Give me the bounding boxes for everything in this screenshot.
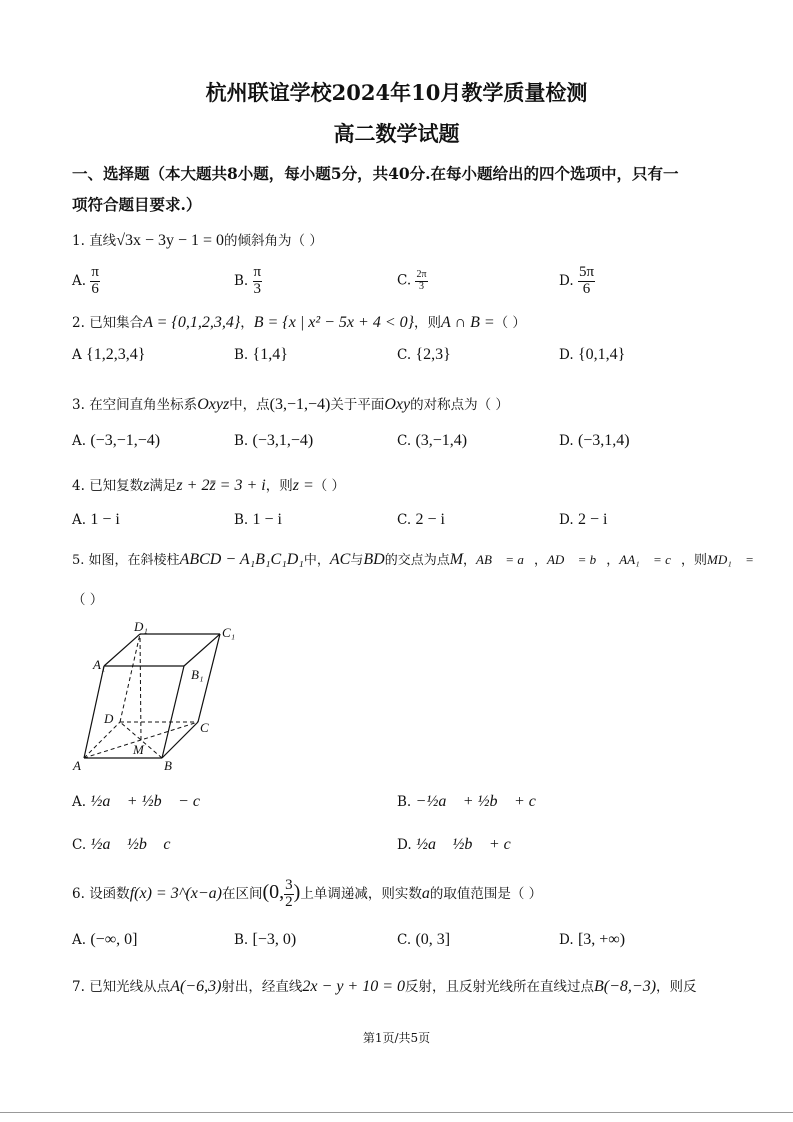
option-a: A. 1 − i [72,511,120,528]
option-c: C. ½a⃗ ½b⃗ c⃗ [72,836,183,853]
math-expression: f(x) = 3^(x−a) [129,884,222,902]
vertex-label-m: M [133,742,144,757]
question-text: 直线 [89,233,117,249]
math-expression: z [143,477,150,494]
question-text: 已知光线从点 [89,979,171,995]
option-a: A. ½a⃗ + ½b⃗ − c⃗ [72,793,213,810]
vertex-label-b: B [164,758,172,773]
question-text: ，则 [265,478,293,494]
question-4 [72,474,345,495]
question-text: 如图，在斜棱柱 [88,553,180,568]
question-number: 2. [72,315,85,331]
option-a: A. (−∞, 0] [72,931,138,948]
question-text: 关于平面 [330,397,385,413]
vertex-label-d1: D₁ [134,619,148,634]
option-a: A {1,2,3,4} [72,346,146,363]
math-expression: AB⃗ = a⃗ [476,552,534,567]
option-c: C. {2,3} [397,346,451,363]
question-5: 5. 如图，在斜棱柱ABCD − A₁B₁C₁D₁中，AC与BD的交点为点M，AB⃗ = a⃗，AD⃗ = b⃗，AA₁⃗ = c⃗，则MD₁⃗ = [72,551,754,568]
vertex-label-a: A [73,758,81,773]
option-d: D. (−3,1,4) [559,432,630,449]
option-a: A. (−3,−1,−4) [72,432,161,449]
question-number: 1. [72,233,85,249]
math-expression: (−3,−1,−4) [90,432,161,449]
question-number: 6. [72,885,85,902]
math-expression: A(−6,3) [170,978,222,995]
math-expression: (3,−1,4) [415,432,468,449]
math-expression: (0, 3] [415,931,451,948]
question-text: 反射，且反射光线所在直线过点 [405,979,595,995]
math-expression: √3x − 3y − 1 = 0 [116,232,225,249]
question-text: 与 [350,553,364,568]
question-6 [72,878,542,911]
question-text: 中，点 [229,397,270,413]
math-expression: −½a⃗ + ½b⃗ + c⃗ [415,793,549,810]
question-text: 的倾斜角为（ ） [224,233,323,249]
math-expression: [3, +∞) [577,931,626,948]
math-expression: (−∞, 0] [90,931,138,948]
option-b: B. 1 − i [234,511,282,528]
vertex-label-c: C [200,720,209,735]
math-expression: a [421,884,430,902]
math-expression: AA₁⃗ = c⃗ [619,552,681,567]
fraction: $\frac{2\pi}{3}$ [416,269,427,292]
vertex-label-a1: A₁ [93,657,106,672]
math-expression: B(−8,−3) [594,978,657,995]
fraction: $\frac{3}{2}$ [285,877,293,910]
fraction: $\frac{\pi}{3}$ [253,264,262,297]
question-text: 满足 [149,478,177,494]
question-text: （ ） [494,315,526,331]
question-number: 4. [72,478,85,494]
math-expression: 1 − i [252,511,282,528]
section-heading-line2: 项符合题目要求.） [72,195,202,214]
math-expression: AC [329,551,351,568]
question-text: 已知复数 [89,478,144,494]
question-number: 3. [72,397,85,413]
question-number: 5. [72,553,85,568]
math-expression: 2x − y + 10 = 0 [302,978,406,995]
option-label: D. [559,272,574,289]
option-d: D. ½a⃗ ½b⃗ + c⃗ [397,836,524,853]
math-expression: ½a⃗ ½b⃗ + c⃗ [415,836,524,853]
math-expression: ) [293,880,301,903]
math-expression: MD₁⃗ = [706,552,754,567]
option-label: B. [234,272,249,289]
question-text: 在区间 [222,885,263,902]
question-text: 上单调递减，则实数 [300,885,422,902]
exam-title: 杭州联谊学校2024年10月教学质量检测 [205,80,588,105]
math-expression: {0,1,4} [577,346,626,363]
prism-figure [70,618,250,778]
question-7 [72,975,697,996]
exam-subtitle: 高二数学试题 [333,121,460,146]
question-text: 设函数 [89,885,130,902]
question-text: 的取值范围是（ ） [429,885,543,902]
question-text: 射出，经直线 [221,979,303,995]
option-d: D. [3, +∞) [559,931,626,948]
option-d: D. {0,1,4} [559,346,626,363]
math-expression: 2 − i [577,511,608,528]
question-1 [72,229,323,250]
math-expression: Oxy [384,396,411,413]
question-text: 的交点为点 [384,553,450,568]
math-expression: AD⃗ = b⃗ [546,552,607,567]
vertex-label-c1: C₁ [222,625,236,640]
math-expression: Oxyz [197,396,230,413]
question-text: 中， [303,553,330,568]
math-expression: BD [363,551,385,568]
option-label: A. [72,272,87,289]
fraction: $\frac{5\pi}{6}$ [578,264,595,297]
question-text: ，则反 [656,979,697,995]
bottom-rule [0,1112,793,1113]
option-label: C. [397,272,412,289]
section-heading-line1: 一、选择题（本大题共8小题，每小题5分，共40分.在每小题给出的四个选项中，只有一 [72,164,679,183]
option-b: B. {1,4} [234,346,288,363]
math-expression: {1,4} [252,346,288,363]
fraction: $\frac{\pi}{6}$ [91,264,99,297]
question-text: 的对称点为（ ） [410,397,509,413]
option-a [72,265,100,298]
question-text: 在空间直角坐标系 [89,397,198,413]
math-expression: ½a⃗ + ½b⃗ − c⃗ [90,793,213,810]
math-expression: (−3,1,4) [577,432,630,449]
option-b: B. [−3, 0) [234,931,297,948]
question-text: ，则 [680,553,707,568]
math-expression: (−3,1,−4) [252,432,314,449]
math-expression: z + 2z̄ = 3 + i [176,477,266,494]
math-expression: B = {x | x² − 5x + 4 < 0} [253,314,415,331]
math-expression: A ∩ B = [441,314,495,331]
option-c: C. (3,−1,4) [397,432,468,449]
question-2 [72,311,526,332]
page-footer: 第1页/共5页 [362,1031,431,1045]
math-expression: {1,2,3,4} [86,346,146,363]
question-text: ，则 [414,315,442,331]
math-expression: z = [292,477,314,494]
math-expression: (3,−1,−4) [269,396,331,413]
vertex-label-d: D [104,711,114,726]
math-expression: ½a⃗ ½b⃗ c⃗ [90,836,183,853]
math-expression: {2,3} [415,346,451,363]
vertex-label-b1: B₁ [191,667,204,682]
math-expression: 2 − i [415,511,445,528]
math-expression: A = {0,1,2,3,4} [143,314,241,331]
question-3 [72,393,509,414]
question-number: 7. [72,979,85,995]
math-expression: M [449,551,464,568]
math-expression: [−3, 0) [252,931,297,948]
question-text: ， [240,315,254,331]
math-expression: (0, [262,880,285,903]
option-b: B. (−3,1,−4) [234,432,314,449]
option-d: D. 2 − i [559,511,608,528]
question-text: （ ） [313,478,346,494]
question-5-paren: （ ） [72,592,104,608]
option-b: B. −½a⃗ + ½b⃗ + c⃗ [397,793,549,810]
math-expression: ABCD − A₁B₁C₁D₁ [179,551,304,568]
option-c: C. 2 − i [397,511,445,528]
math-expression: 1 − i [90,511,120,528]
option-b [234,265,262,298]
option-c: C. (0, 3] [397,931,451,948]
option-c [397,270,428,292]
option-d [559,265,595,298]
question-text: 已知集合 [89,315,144,331]
